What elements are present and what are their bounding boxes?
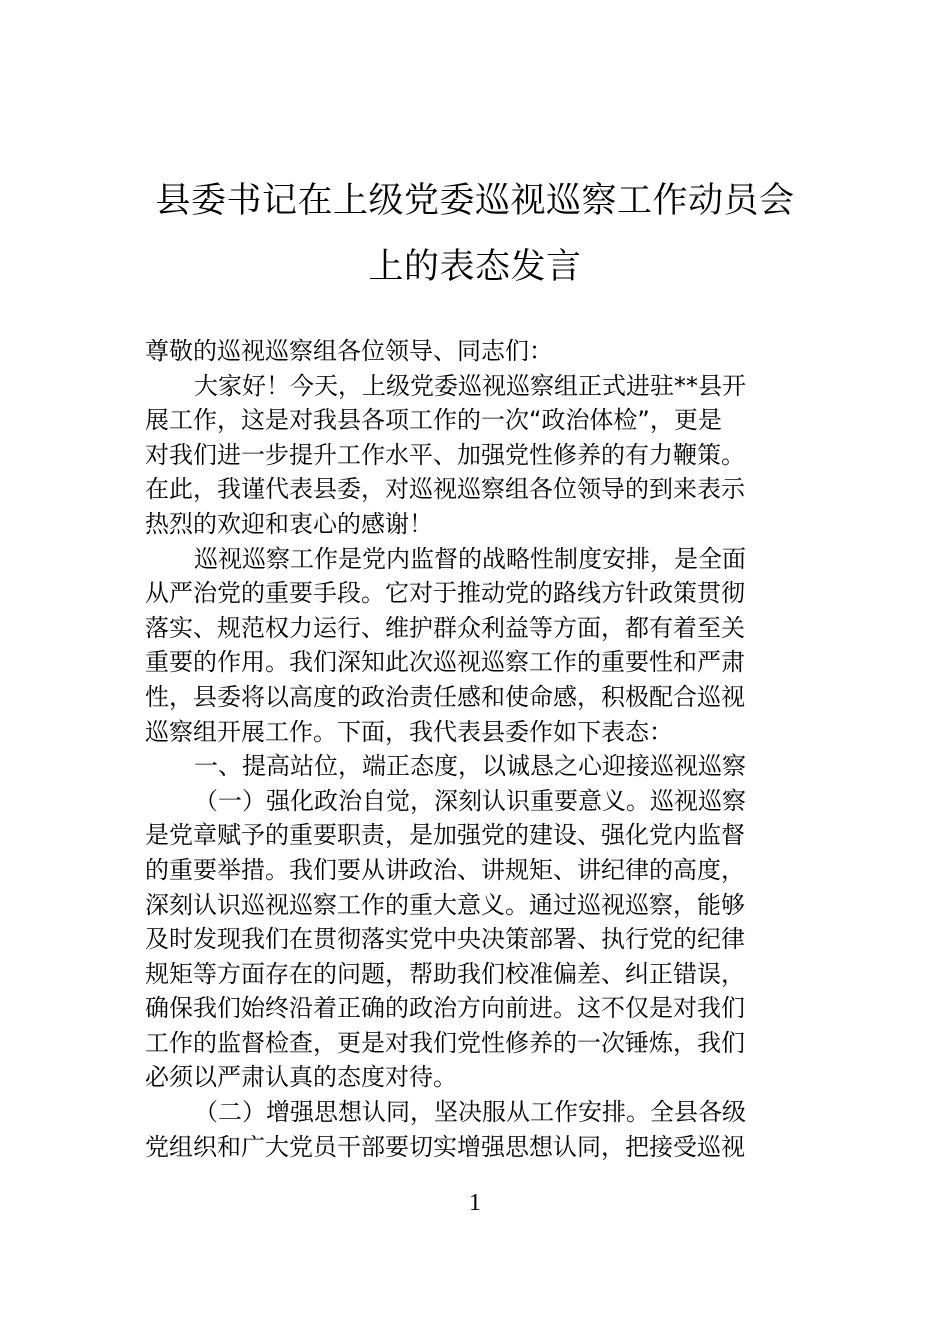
paragraph-line: 规矩等方面存在的问题，帮助我们校准偏差、纠正错误， xyxy=(145,959,745,988)
paragraph-line: 的重要举措。我们要从讲政治、讲规矩、讲纪律的高度， xyxy=(145,855,745,884)
paragraph-line: 性，县委将以高度的政治责任感和使命感，积极配合巡视 xyxy=(145,682,745,711)
paragraph-line: 展工作，这是对我县各项工作的一次“政治体检”，更是 xyxy=(145,406,722,435)
paragraph-line: 大家好！今天，上级党委巡视巡察组正式进驻**县开 xyxy=(194,371,746,400)
paragraph-line: 及时发现我们在贯彻落实党中央决策部署、执行党的纪律 xyxy=(145,925,745,954)
paragraph-line: 重要的作用。我们深知此次巡视巡察工作的重要性和严肃 xyxy=(145,648,745,677)
paragraph-line: （一）强化政治自觉，深刻认识重要意义。巡视巡察 xyxy=(194,786,746,815)
page-number: 1 xyxy=(469,1190,481,1216)
paragraph-line: 确保我们始终沿着正确的政治方向前进。这不仅是对我们 xyxy=(145,994,745,1023)
title-line-1: 县委书记在上级党委巡视巡察工作动员会 xyxy=(155,181,795,221)
paragraph-line: 落实、规范权力运行、维护群众利益等方面，都有着至关 xyxy=(145,613,745,642)
paragraph-line: 热烈的欢迎和衷心的感谢！ xyxy=(145,509,433,538)
salutation: 尊敬的巡视巡察组各位领导、同志们： xyxy=(145,337,553,365)
paragraph-line: 工作的监督检查，更是对我们党性修养的一次锤炼，我们 xyxy=(145,1028,745,1057)
paragraph-line: 党组织和广大党员干部要切实增强思想认同，把接受巡视 xyxy=(145,1132,745,1161)
paragraph-line: 从严治党的重要手段。它对于推动党的路线方针政策贯彻 xyxy=(145,579,745,608)
paragraph-line: 巡视巡察工作是党内监督的战略性制度安排，是全面 xyxy=(194,544,746,573)
paragraph-line: 对我们进一步提升工作水平、加强党性修养的有力鞭策。 xyxy=(145,440,745,469)
paragraph-line: 在此，我谨代表县委，对巡视巡察组各位领导的到来表示 xyxy=(145,475,745,504)
document-body xyxy=(145,334,815,1164)
document-title xyxy=(145,168,805,300)
paragraph-line: 深刻认识巡视巡察工作的重大意义。通过巡视巡察，能够 xyxy=(145,890,745,919)
title-line-2: 上的表态发言 xyxy=(368,247,582,287)
paragraph-line: 巡察组开展工作。下面，我代表县委作如下表态： xyxy=(145,717,673,746)
paragraph-line: 是党章赋予的重要职责，是加强党的建设、强化党内监督 xyxy=(145,821,745,850)
paragraph-line: （二）增强思想认同，坚决服从工作安排。全县各级 xyxy=(194,1098,746,1127)
section-heading: 一、提高站位，端正态度，以诚恳之心迎接巡视巡察 xyxy=(194,752,746,781)
paragraph-line: 必须以严肃认真的态度对待。 xyxy=(145,1063,457,1092)
